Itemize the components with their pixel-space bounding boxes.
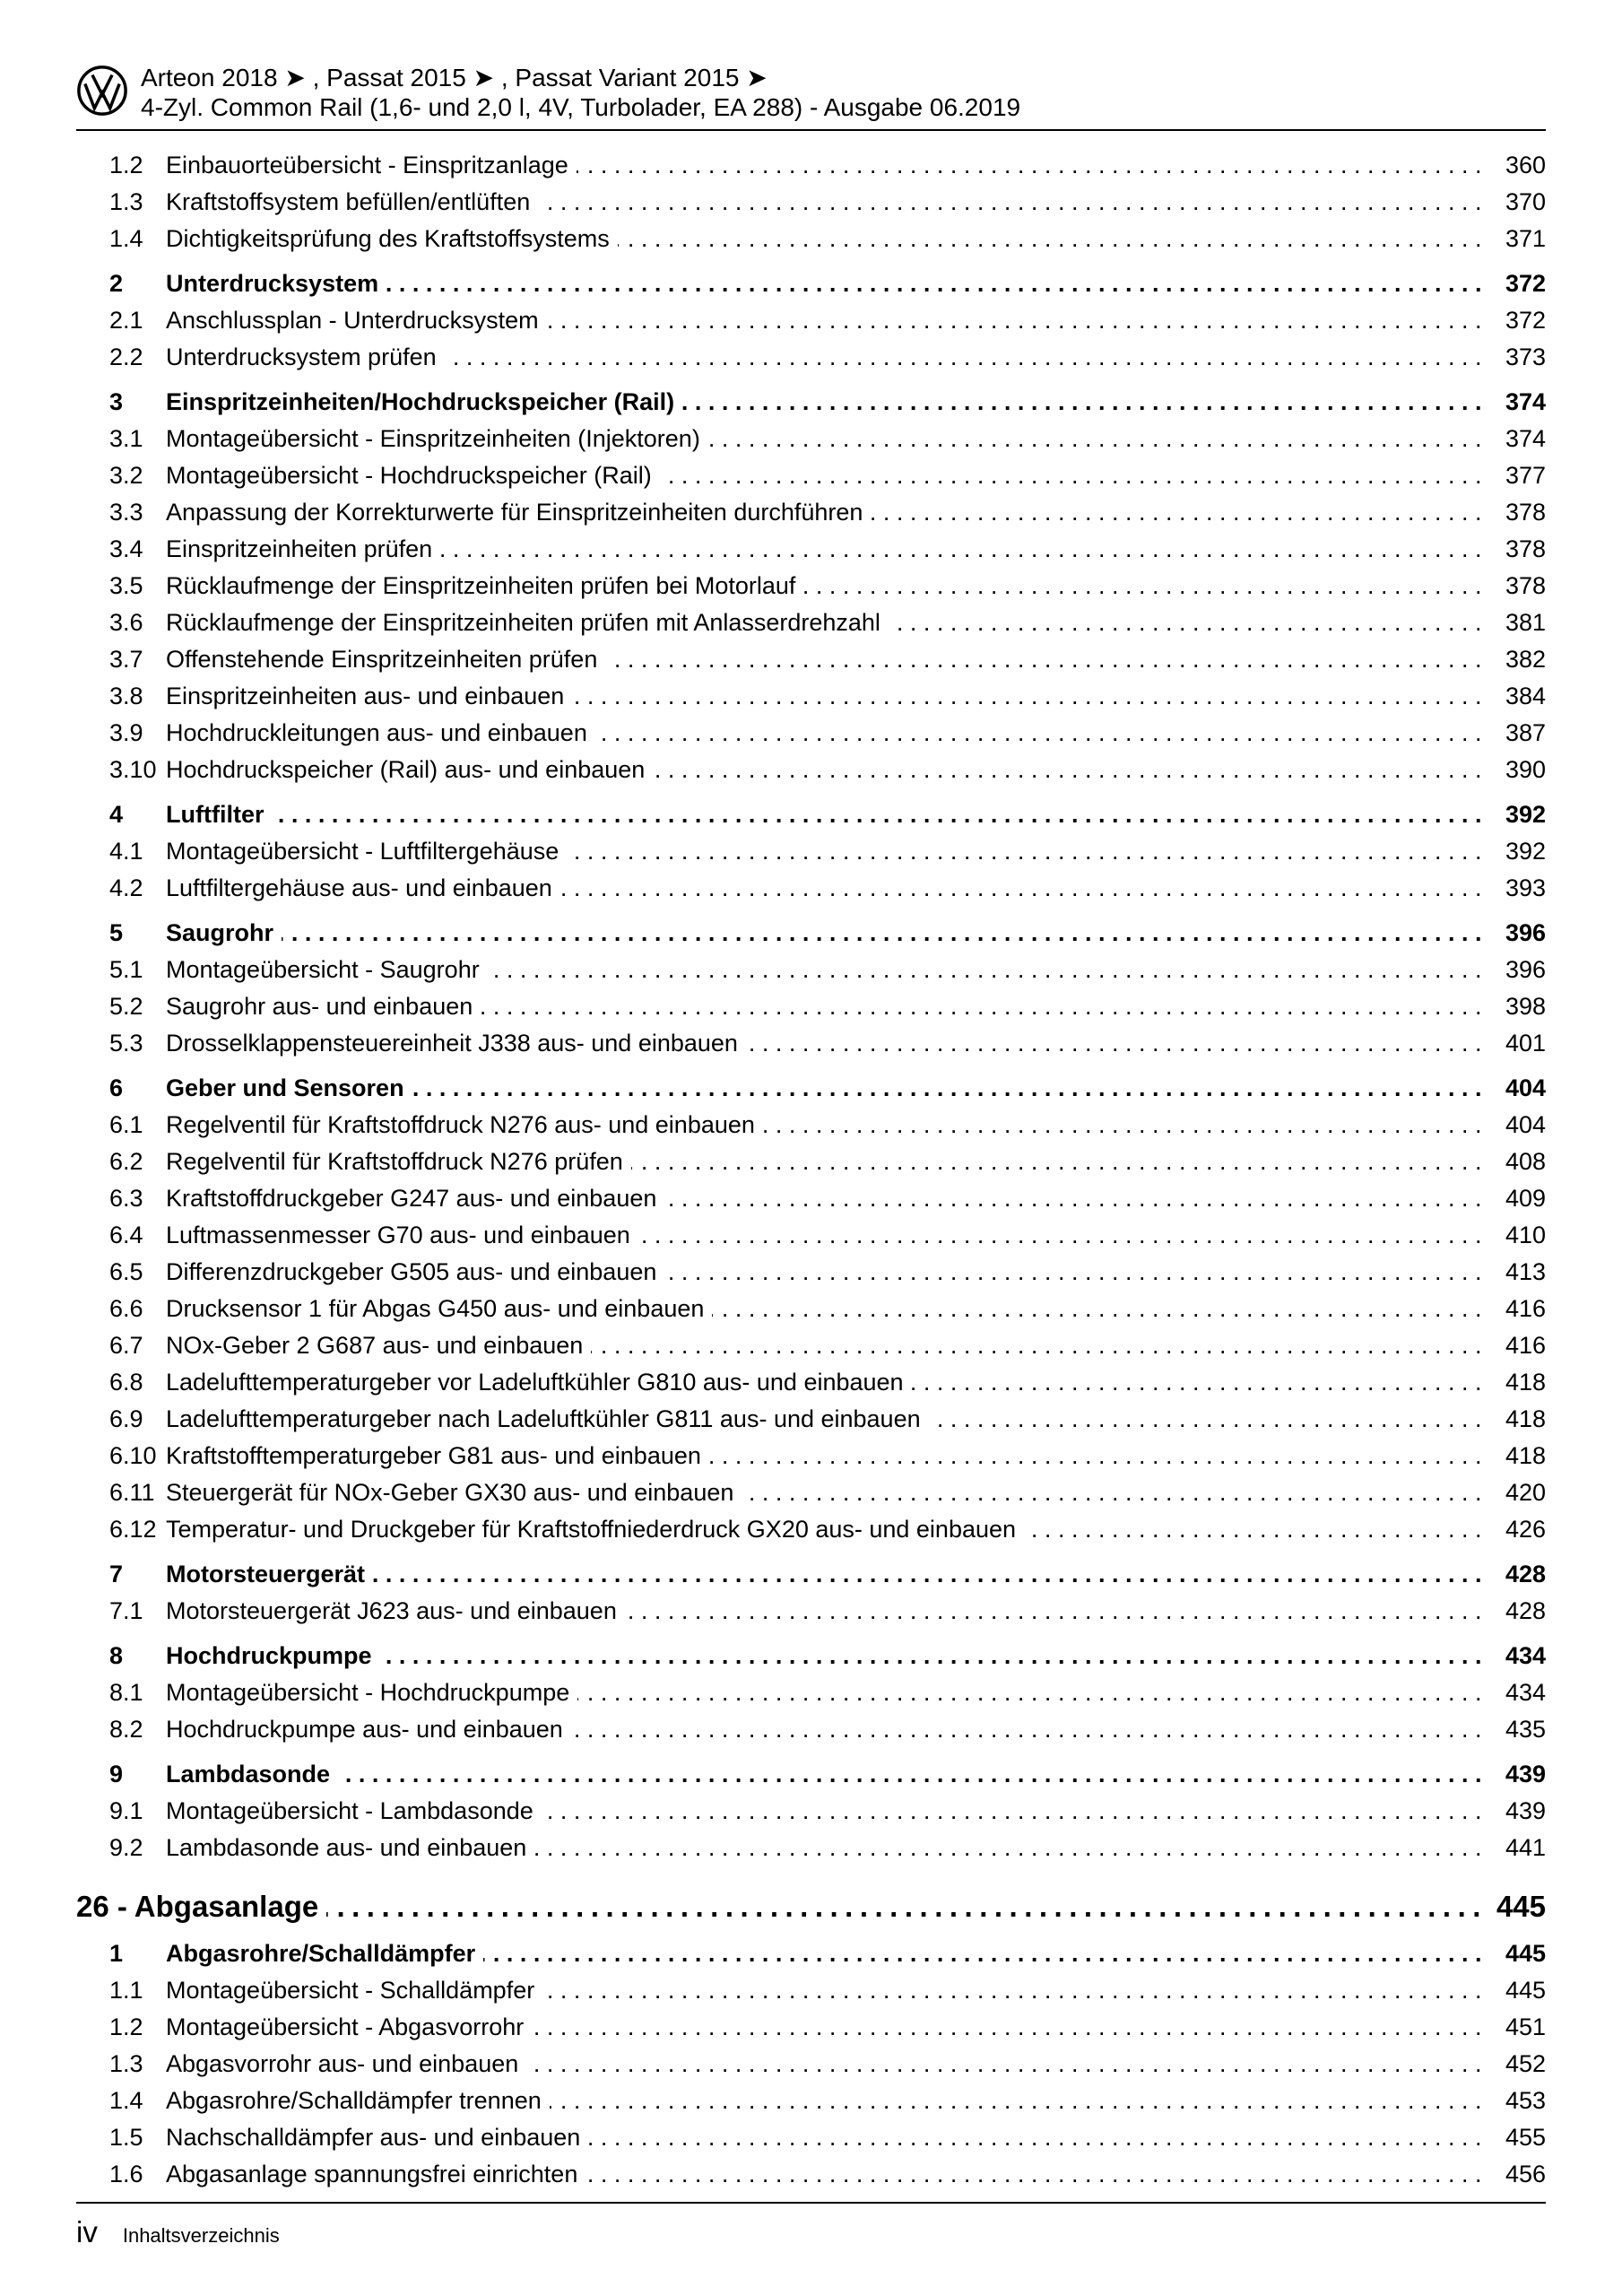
entry-number: 6.7: [109, 1332, 143, 1359]
toc-entry-row: [109, 1793, 1546, 1830]
entry-title: Einspritzeinheiten aus- und einbauen: [166, 683, 565, 709]
entry-page: 404: [1505, 1111, 1546, 1138]
toc-section-row: [109, 1638, 1546, 1674]
dot-leader: [571, 1711, 1488, 1748]
entry-title: Luftfiltergehäuse aus- und einbauen: [166, 874, 552, 901]
entry-page: 373: [1505, 344, 1546, 370]
entry-title: Kraftstoffdruckgeber G247 aus- und einbauen: [166, 1185, 657, 1212]
entry-page: 404: [1505, 1074, 1546, 1101]
entry-number: 6.2: [109, 1148, 143, 1175]
entry-page: 445: [1505, 1977, 1546, 2004]
entry-title: Motorsteuergerät J623 aus- und einbauen: [166, 1597, 617, 1624]
entry-page: 398: [1505, 993, 1546, 1020]
page-footer: [76, 2202, 1546, 2248]
dot-leader: [588, 2119, 1488, 2156]
dot-leader: [664, 1180, 1488, 1217]
toc-entry-row: [109, 870, 1546, 907]
entry-number: 6.9: [109, 1405, 143, 1432]
entry-page: 426: [1505, 1516, 1546, 1543]
toc-entry-row: [109, 339, 1546, 376]
header-subtitle: 4-Zyl. Common Rail (1,6- und 2,0 l, 4V, Turbolader, EA 288) - Ausgabe 06.2019: [141, 93, 1021, 121]
toc-entry-row: [109, 457, 1546, 494]
entry-page: 413: [1505, 1258, 1546, 1285]
entry-number: 4: [109, 801, 124, 828]
entry-number: 3.2: [109, 462, 143, 489]
toc-section-row: [109, 1556, 1546, 1593]
entry-page: 374: [1505, 425, 1546, 452]
toc-entry-row: [109, 1438, 1546, 1474]
entry-title: Temperatur- und Druckgeber für Kraftstoffniederdruck GX20 aus- und einbauen: [166, 1516, 1017, 1543]
entry-title: Unterdrucksystem: [166, 270, 379, 297]
toc-entry-row: [109, 1711, 1546, 1748]
entry-number: 8.1: [109, 1679, 143, 1706]
dot-leader: [488, 952, 1488, 988]
entry-title: Ladelufttemperaturgeber nach Ladeluftkühler G811 aus- und einbauen: [166, 1405, 921, 1432]
entry-number: 6.5: [109, 1258, 143, 1285]
toc-entry-row: [109, 641, 1546, 678]
entry-title: Hochdruckpumpe aus- und einbauen: [166, 1716, 563, 1743]
dot-leader: [534, 1830, 1488, 1866]
entry-page: 420: [1505, 1479, 1546, 1506]
dot-leader: [373, 1556, 1488, 1593]
entry-number: 1.4: [109, 2087, 143, 2114]
entry-number: 6.11: [109, 1479, 155, 1506]
dot-leader: [272, 796, 1488, 833]
entry-page: 428: [1505, 1597, 1546, 1624]
dot-leader: [605, 641, 1488, 678]
entry-page: 378: [1505, 572, 1546, 599]
entry-page: 439: [1505, 1761, 1546, 1787]
entry-number: 1.1: [109, 1977, 143, 2004]
entry-title: Montageübersicht - Hochdruckspeicher (Rail): [166, 462, 652, 489]
entry-page: 416: [1505, 1332, 1546, 1359]
entry-title: Saugrohr aus- und einbauen: [166, 993, 473, 1020]
entry-number: 1.3: [109, 188, 143, 215]
entry-title: NOx-Geber 2 G687 aus- und einbauen: [166, 1332, 584, 1359]
entry-title: Kraftstofftemperaturgeber G81 aus- und einbauen: [166, 1442, 701, 1469]
toc-entry-row: [109, 2156, 1546, 2193]
entry-number: 1: [109, 1940, 124, 1967]
toc-entry-row: [109, 1180, 1546, 1217]
toc-section-row: [109, 915, 1546, 952]
toc-entry-row: [109, 568, 1546, 604]
toc-entry-row: [109, 1025, 1546, 1062]
entry-title: Einspritzeinheiten prüfen: [166, 535, 433, 562]
dot-leader: [526, 2046, 1488, 2083]
entry-page: 428: [1505, 1561, 1546, 1587]
toc-entry-row: [109, 302, 1546, 339]
dot-leader: [763, 1107, 1488, 1144]
entry-title: Dichtigkeitsprüfung des Kraftstoffsystems: [166, 225, 610, 252]
entry-title: Unterdrucksystem prüfen: [166, 344, 437, 370]
entry-page: 439: [1505, 1797, 1546, 1824]
toc-entry-row: [109, 421, 1546, 457]
entry-page: 377: [1505, 462, 1546, 489]
dot-leader: [709, 1438, 1488, 1474]
toc-entry-row: [109, 988, 1546, 1025]
entry-title: Montageübersicht - Hochdruckpumpe: [166, 1679, 570, 1706]
entry-page: 360: [1505, 152, 1546, 178]
entry-title: Montageübersicht - Luftfiltergehäuse: [166, 838, 559, 865]
entry-number: 6.6: [109, 1295, 143, 1322]
entry-title: Saugrohr: [166, 919, 274, 946]
toc-section-row: [109, 1756, 1546, 1793]
dot-leader: [542, 1793, 1488, 1830]
entry-page: 409: [1505, 1185, 1546, 1212]
entry-page: 445: [1505, 1940, 1546, 1967]
entry-title: Abgasvorrohr aus- und einbauen: [166, 2050, 519, 2077]
dot-leader: [547, 302, 1488, 339]
dot-leader: [542, 1972, 1488, 2009]
footer-page-number: iv: [76, 2215, 98, 2248]
dot-leader: [577, 1674, 1488, 1711]
toc-section-row: [109, 1935, 1546, 1972]
entry-page: 390: [1505, 756, 1546, 783]
entry-page: 387: [1505, 719, 1546, 746]
dot-leader: [585, 2156, 1488, 2193]
entry-title: Anpassung der Korrekturwerte für Einspritzeinheiten durchführen: [166, 499, 863, 526]
dot-leader: [871, 494, 1488, 531]
entry-title: Anschlussplan - Unterdrucksystem: [166, 307, 539, 334]
toc-entry-row: [109, 752, 1546, 788]
entry-title: Offenstehende Einspritzeinheiten prüfen: [166, 646, 598, 673]
dot-leader: [682, 384, 1488, 421]
entry-number: 3.10: [109, 756, 157, 783]
entry-number: 2.1: [109, 307, 143, 334]
entry-title: Steuergerät für NOx-Geber GX30 aus- und einbauen: [166, 1479, 734, 1506]
toc-entry-row: [109, 1217, 1546, 1254]
dot-leader: [653, 752, 1488, 788]
entry-page: 372: [1505, 307, 1546, 334]
entry-number: 6.4: [109, 1222, 143, 1248]
entry-title: Montageübersicht - Schalldämpfer: [166, 1977, 535, 2004]
dot-leader: [638, 1217, 1488, 1254]
toc-entry-row: [109, 715, 1546, 752]
entry-page: 396: [1505, 919, 1546, 946]
entry-number: 9.1: [109, 1797, 143, 1824]
entry-page: 418: [1505, 1405, 1546, 1432]
toc-entry-row: [109, 494, 1546, 531]
toc-entry-row: [109, 1254, 1546, 1291]
entry-title: Kraftstoffsystem befüllen/entlüften: [166, 188, 531, 215]
toc-entry-row: [109, 1327, 1546, 1364]
entry-number: 3.1: [109, 425, 143, 452]
entry-page: 452: [1505, 2050, 1546, 2077]
dot-leader: [445, 339, 1488, 376]
dot-leader: [567, 833, 1488, 870]
entry-page: 374: [1505, 388, 1546, 415]
entry-number: 1.2: [109, 2013, 143, 2040]
dot-leader: [889, 604, 1488, 641]
entry-page: 370: [1505, 188, 1546, 215]
entry-number: 6.8: [109, 1369, 143, 1396]
dot-leader: [380, 1638, 1488, 1674]
dot-leader: [1024, 1511, 1488, 1548]
entry-number: 9.2: [109, 1834, 143, 1861]
entry-title: Montageübersicht - Abgasvorrohr: [166, 2013, 525, 2040]
entry-title: Montageübersicht - Lambdasonde: [166, 1797, 533, 1824]
entry-number: 3.5: [109, 572, 143, 599]
entry-page: 408: [1505, 1148, 1546, 1175]
header-models: Arteon 2018 ➤ , Passat 2015 ➤ , Passat Variant 2015 ➤: [141, 64, 768, 91]
header-rule: [76, 129, 1546, 131]
entry-number: 6.3: [109, 1185, 143, 1212]
entry-title: Lambdasonde: [166, 1761, 331, 1787]
dot-leader: [618, 221, 1488, 257]
toc-entry-row: [109, 531, 1546, 568]
entry-page: 456: [1505, 2161, 1546, 2187]
dot-leader: [803, 568, 1488, 604]
toc-section-row: [109, 1070, 1546, 1107]
entry-page: 410: [1505, 1222, 1546, 1248]
entry-page: 382: [1505, 646, 1546, 673]
entry-page: 392: [1505, 838, 1546, 865]
entry-title: Montageübersicht - Einspritzeinheiten (Injektoren): [166, 425, 700, 452]
footer-label: Inhaltsverzeichnis: [122, 2224, 280, 2247]
entry-number: 2: [109, 270, 124, 297]
toc-entry-row: [109, 1593, 1546, 1630]
entry-page: 451: [1505, 2013, 1546, 2040]
dot-leader: [912, 1364, 1488, 1401]
dot-leader: [591, 1327, 1488, 1364]
entry-number: 3.9: [109, 719, 143, 746]
entry-page: 453: [1505, 2087, 1546, 2114]
toc-entry-row: [109, 1474, 1546, 1511]
dot-leader: [595, 715, 1488, 752]
toc-entry-row: [109, 1291, 1546, 1327]
toc-entry-row: [109, 833, 1546, 870]
toc-entry-row: [109, 2009, 1546, 2046]
entry-page: 393: [1505, 874, 1546, 901]
dot-leader: [550, 2083, 1488, 2119]
toc-entry-row: [109, 678, 1546, 715]
entry-page: 381: [1505, 609, 1546, 636]
entry-page: 372: [1505, 270, 1546, 297]
entry-title: Ladelufttemperaturgeber vor Ladeluftkühler G810 aus- und einbauen: [166, 1369, 904, 1396]
entry-number: 6.12: [109, 1516, 157, 1543]
toc-entry-row: [109, 1401, 1546, 1438]
entry-title: Abgasanlage spannungsfrei einrichten: [166, 2161, 578, 2187]
entry-number: 6.1: [109, 1111, 143, 1138]
entry-page: 416: [1505, 1295, 1546, 1322]
dot-leader: [560, 870, 1488, 907]
toc-entry-row: [109, 2046, 1546, 2083]
entry-number: 1.4: [109, 225, 143, 252]
toc-section-row: [109, 265, 1546, 302]
entry-number: 2.2: [109, 344, 143, 370]
entry-title: Regelventil für Kraftstoffdruck N276 aus- und einbauen: [166, 1111, 755, 1138]
entry-number: 8: [109, 1642, 124, 1669]
entry-title: Nachschalldämpfer aus- und einbauen: [166, 2124, 581, 2151]
entry-title: Hochdruckleitungen aus- und einbauen: [166, 719, 587, 746]
toc-entry-row: [109, 184, 1546, 221]
entry-title: Differenzdruckgeber G505 aus- und einbauen: [166, 1258, 657, 1285]
entry-number: 3.3: [109, 499, 143, 526]
entry-number: 1.5: [109, 2124, 143, 2151]
entry-number: 3.7: [109, 646, 143, 673]
entry-number: 7.1: [109, 1597, 143, 1624]
entry-title: Rücklaufmenge der Einspritzeinheiten prüfen bei Motorlauf: [166, 572, 796, 599]
entry-number: 5.2: [109, 993, 143, 1020]
dot-leader: [712, 1291, 1488, 1327]
dot-leader: [746, 1025, 1488, 1062]
dot-leader: [481, 988, 1488, 1025]
page-header: [76, 63, 1546, 122]
entry-title: Hochdruckspeicher (Rail) aus- und einbauen: [166, 756, 646, 783]
entry-number: 6.10: [109, 1442, 157, 1469]
entry-page: 378: [1505, 535, 1546, 562]
dot-leader: [326, 1886, 1488, 1927]
toc-entry-row: [109, 2083, 1546, 2119]
dot-leader: [577, 147, 1488, 184]
entry-title: Geber und Sensoren: [166, 1074, 404, 1101]
entry-number: 3.8: [109, 683, 143, 709]
toc-entry-row: [109, 952, 1546, 988]
header-text: [141, 63, 1020, 122]
entry-number: 5.3: [109, 1030, 143, 1057]
entry-page: 435: [1505, 1716, 1546, 1743]
entry-title: Hochdruckpumpe: [166, 1642, 372, 1669]
toc-section-row: [109, 384, 1546, 421]
toc-chapter-row: [76, 1886, 1546, 1927]
entry-number: 3.4: [109, 535, 143, 562]
entry-title: Lambdasonde aus- und einbauen: [166, 1834, 527, 1861]
dot-leader: [660, 457, 1488, 494]
entry-title: Luftfilter: [166, 801, 265, 828]
entry-page: 455: [1505, 2124, 1546, 2151]
dot-leader: [282, 915, 1488, 952]
dot-leader: [572, 678, 1488, 715]
entry-page: 418: [1505, 1369, 1546, 1396]
dot-leader: [532, 2009, 1488, 2046]
entry-number: 1.3: [109, 2050, 143, 2077]
entry-title: Luftmassenmesser G70 aus- und einbauen: [166, 1222, 630, 1248]
entry-title: Abgasrohre/Schalldämpfer: [166, 1940, 476, 1967]
entry-page: 434: [1505, 1679, 1546, 1706]
entry-page: 445: [1496, 1890, 1546, 1923]
toc-list: [76, 147, 1546, 2193]
toc-entry-row: [109, 1107, 1546, 1144]
entry-title: Abgasrohre/Schalldämpfer trennen: [166, 2087, 542, 2114]
entry-page: 441: [1505, 1834, 1546, 1861]
dot-leader: [929, 1401, 1488, 1438]
toc-entry-row: [109, 221, 1546, 257]
entry-title: Einspritzeinheiten/Hochdruckspeicher (Rail): [166, 388, 675, 415]
toc-entry-row: [109, 1511, 1546, 1548]
entry-page: 396: [1505, 956, 1546, 983]
toc-section-row: [109, 796, 1546, 833]
entry-page: 392: [1505, 801, 1546, 828]
entry-page: 401: [1505, 1030, 1546, 1057]
entry-title: Einbauorteübersicht - Einspritzanlage: [166, 152, 568, 178]
entry-number: 1.6: [109, 2161, 143, 2187]
dot-leader: [664, 1254, 1488, 1291]
entry-number: 6: [109, 1074, 124, 1101]
entry-number: 9: [109, 1761, 124, 1787]
entry-number: 5: [109, 919, 124, 946]
dot-leader: [386, 265, 1488, 302]
toc-entry-row: [109, 604, 1546, 641]
dot-leader: [708, 421, 1488, 457]
toc-entry-row: [109, 2119, 1546, 2156]
entry-number: 8.2: [109, 1716, 143, 1743]
dot-leader: [538, 184, 1488, 221]
entry-number: 7: [109, 1561, 124, 1587]
entry-page: 378: [1505, 499, 1546, 526]
entry-title: Drosselklappensteuereinheit J338 aus- und einbauen: [166, 1030, 738, 1057]
dot-leader: [440, 531, 1488, 568]
toc-entry-row: [109, 147, 1546, 184]
entry-page: 384: [1505, 683, 1546, 709]
toc-entry-row: [109, 1144, 1546, 1180]
dot-leader: [338, 1756, 1488, 1793]
entry-page: 434: [1505, 1642, 1546, 1669]
entry-title: 26 - Abgasanlage: [76, 1890, 319, 1923]
entry-title: Regelventil für Kraftstoffdruck N276 prüfen: [166, 1148, 623, 1175]
entry-page: 371: [1505, 225, 1546, 252]
vw-logo-icon: [76, 65, 128, 121]
dot-leader: [625, 1593, 1488, 1630]
entry-number: 4.1: [109, 838, 143, 865]
entry-page: 418: [1505, 1442, 1546, 1469]
dot-leader: [483, 1935, 1488, 1972]
entry-title: Motorsteuergerät: [166, 1561, 366, 1587]
entry-number: 3: [109, 388, 124, 415]
entry-number: 1.2: [109, 152, 143, 178]
entry-number: 3.6: [109, 609, 143, 636]
dot-leader: [412, 1070, 1488, 1107]
toc-entry-row: [109, 1972, 1546, 2009]
toc-entry-row: [109, 1830, 1546, 1866]
dot-leader: [631, 1144, 1488, 1180]
dot-leader: [742, 1474, 1488, 1511]
entry-number: 5.1: [109, 956, 143, 983]
toc-entry-row: [109, 1364, 1546, 1401]
entry-title: Montageübersicht - Saugrohr: [166, 956, 480, 983]
page: [76, 63, 1546, 2193]
entry-title: Drucksensor 1 für Abgas G450 aus- und einbauen: [166, 1295, 705, 1322]
entry-number: 4.2: [109, 874, 143, 901]
entry-title: Rücklaufmenge der Einspritzeinheiten prüfen mit Anlasserdrehzahl: [166, 609, 880, 636]
toc-entry-row: [109, 1674, 1546, 1711]
